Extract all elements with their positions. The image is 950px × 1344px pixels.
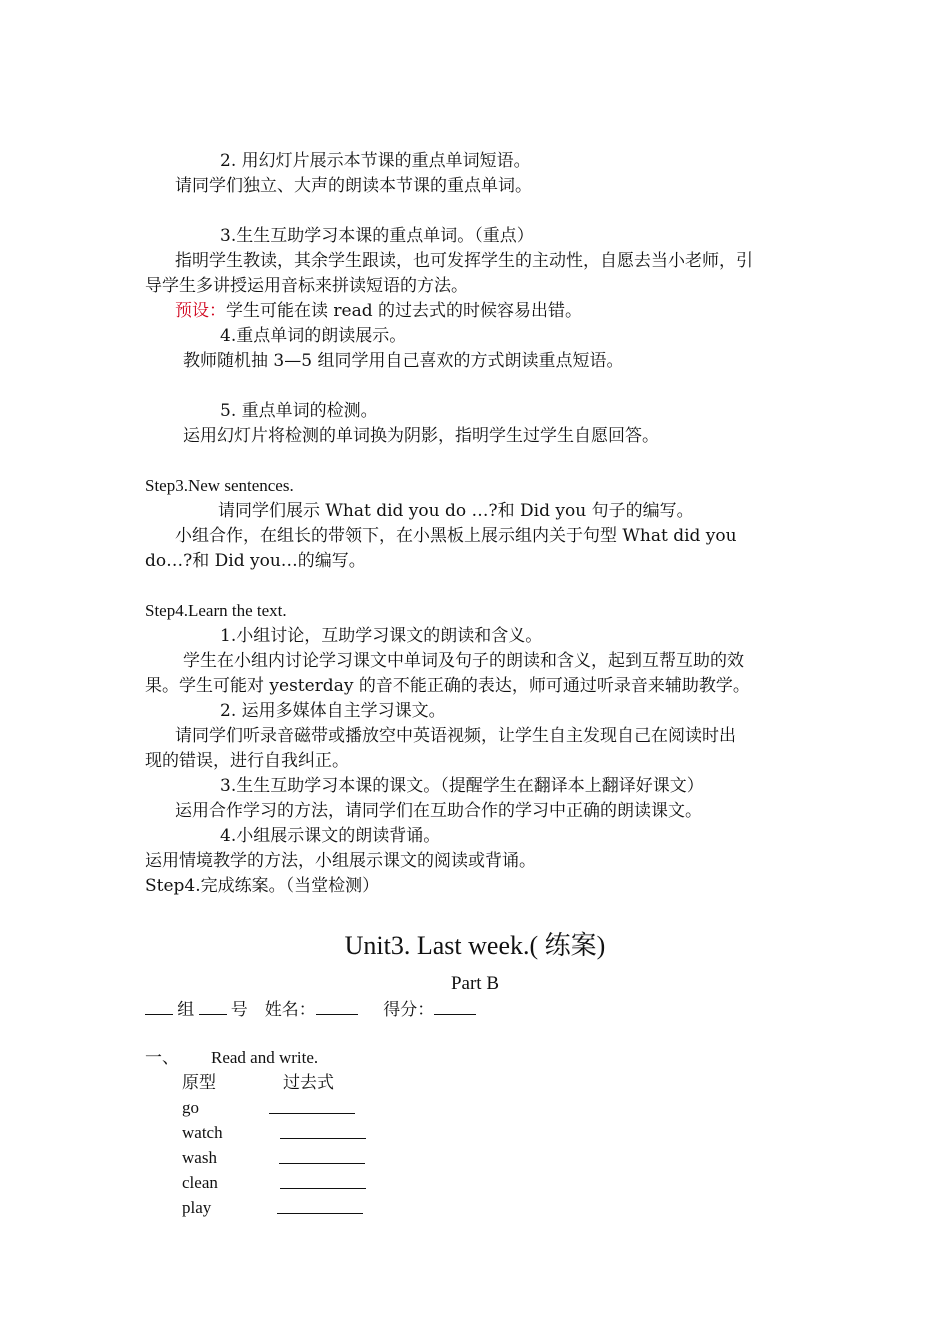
step2-item-2: 2. 用幻灯片展示本节课的重点单词短语。 <box>220 151 531 171</box>
number-label: 号 <box>230 1000 248 1019</box>
name-label: 姓名： <box>264 1000 316 1019</box>
paragraph: 小组合作，在组长的带领下，在小黑板上展示组内关于句型 What did you <box>175 526 737 546</box>
group-blank[interactable] <box>145 998 173 1015</box>
paragraph: 请同学们独立、大声的朗读本节课的重点单词。 <box>175 176 532 196</box>
preset-note <box>175 300 582 322</box>
answer-blank[interactable] <box>280 1172 366 1195</box>
paragraph: 运用幻灯片将检测的单词换为阴影，指明学生过学生自愿回答。 <box>183 426 659 446</box>
step4-item-4: 4.小组展示课文的朗读背诵。 <box>220 826 441 846</box>
paragraph: 运用情境教学的方法，小组展示课文的阅读或背诵。 <box>145 851 536 871</box>
answer-blank[interactable] <box>269 1097 355 1120</box>
paragraph: 教师随机抽 3—5 组同学用自己喜欢的方式朗读重点短语。 <box>183 351 624 371</box>
worksheet-title: Unit3. Last week.( 练案) <box>344 931 606 960</box>
paragraph: 导学生多讲授运用音标来拼读短语的方法。 <box>145 276 468 296</box>
word-base: clean <box>182 1173 218 1192</box>
step4-complete-heading: Step4.完成练案。（当堂检测） <box>145 876 380 896</box>
step4-item-1: 1.小组讨论，互助学习课文的朗读和含义。 <box>220 626 543 646</box>
preset-label: 预设： <box>175 301 226 321</box>
section-title: Read and write. <box>211 1048 319 1067</box>
paragraph: 请同学们听录音磁带或播放空中英语视频，让学生自主发现自己在阅读时出 <box>175 726 736 746</box>
word-base: play <box>182 1198 212 1217</box>
paragraph: 学生在小组内讨论学习课文中单词及句子的朗读和含义，起到互帮互助的效 <box>183 651 744 671</box>
name-blank[interactable] <box>316 998 358 1015</box>
step4-item-3: 3.生生互助学习本课的课文。（提醒学生在翻译本上翻译好课文） <box>220 776 704 796</box>
step3-heading: Step3.New sentences. <box>145 476 294 495</box>
paragraph: 果。学生可能对 yesterday 的音不能正确的表达，师可通过听录音来辅助教学。 <box>145 676 750 696</box>
paragraph: do…?和 Did you…的编写。 <box>145 551 366 571</box>
paragraph: 指明学生教读，其余学生跟读，也可发挥学生的主动性，自愿去当小老师，引 <box>175 251 753 271</box>
column-header-base: 原型 <box>182 1073 216 1092</box>
step4-item-2: 2. 运用多媒体自主学习课文。 <box>220 701 446 721</box>
answer-blank[interactable] <box>279 1147 365 1170</box>
step4-heading: Step4.Learn the text. <box>145 601 287 620</box>
preset-text: 学生可能在读 read 的过去式的时候容易出错。 <box>226 301 583 321</box>
word-base: wash <box>182 1148 217 1167</box>
paragraph: 运用合作学习的方法，请同学们在互助合作的学习中正确的朗读课文。 <box>175 801 702 821</box>
answer-blank[interactable] <box>280 1122 366 1145</box>
step2-item-4: 4.重点单词的朗读展示。 <box>220 326 407 346</box>
column-header-past: 过去式 <box>283 1073 334 1092</box>
paragraph: 现的错误，进行自我纠正。 <box>145 751 349 771</box>
step2-item-5: 5. 重点单词的检测。 <box>220 401 378 421</box>
answer-blank[interactable] <box>277 1197 363 1220</box>
number-blank[interactable] <box>199 998 227 1015</box>
step2-item-3: 3.生生互助学习本课的重点单词。（重点） <box>220 226 534 246</box>
section-number: 一、 <box>145 1048 179 1067</box>
word-base: watch <box>182 1123 223 1142</box>
group-label: 组 <box>177 1000 195 1019</box>
paragraph: 请同学们展示 What did you do …?和 Did you 句子的编写。 <box>218 501 694 521</box>
score-blank[interactable] <box>434 998 476 1015</box>
score-label: 得分： <box>383 1000 435 1019</box>
worksheet-subtitle: Part B <box>450 973 500 994</box>
student-info-line <box>145 998 476 1021</box>
word-base: go <box>182 1098 199 1117</box>
